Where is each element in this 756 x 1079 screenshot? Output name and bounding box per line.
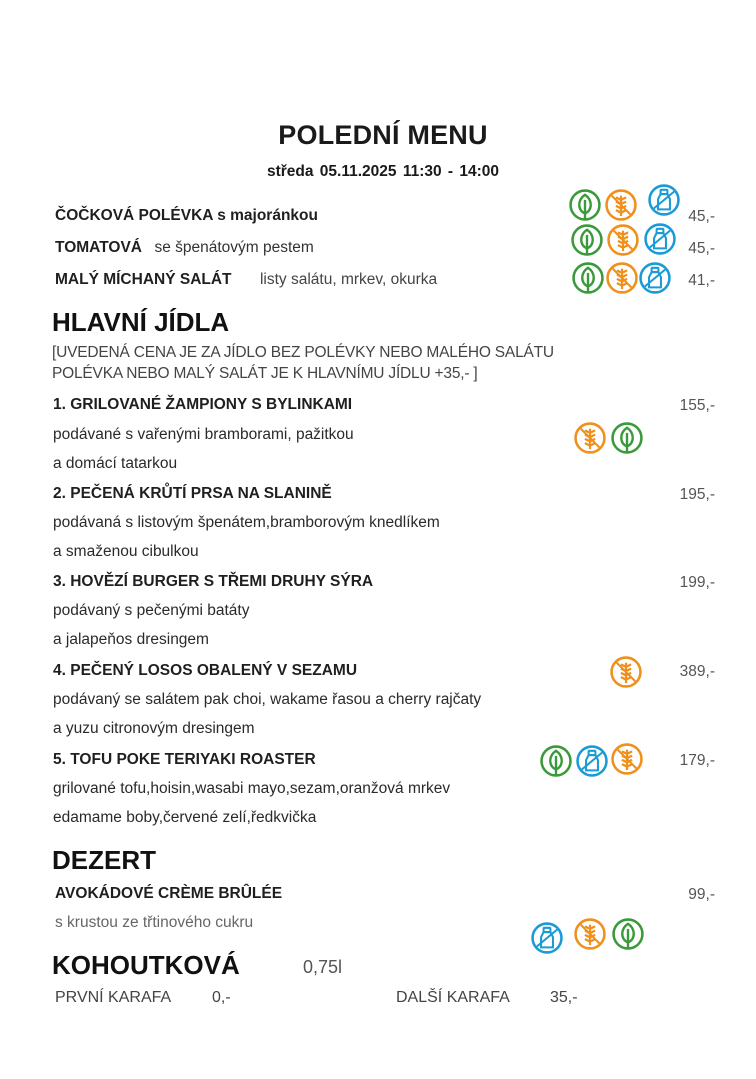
soup-price: 45,- <box>688 240 715 257</box>
dish-description: a jalapeňos dresingem <box>53 631 209 648</box>
gluten-free-wheat-icon <box>610 742 644 776</box>
salad-name: MALÝ MÍCHANÝ SALÁT <box>55 271 232 288</box>
lactose-free-milk-icon <box>530 921 564 955</box>
gluten-free-wheat-icon <box>605 261 639 295</box>
dessert-name: AVOKÁDOVÉ CRÈME BRÛLÉE <box>55 885 283 902</box>
vegan-leaf-icon <box>568 188 602 222</box>
lactose-free-milk-icon <box>638 261 672 295</box>
dessert-price: 99,- <box>688 886 715 903</box>
dish-name: 5. TOFU POKE TERIYAKI ROASTER <box>53 751 316 768</box>
main-dishes-heading: HLAVNÍ JÍDLA <box>52 307 230 337</box>
dish-price: 179,- <box>679 752 715 769</box>
vegan-leaf-icon <box>539 744 573 778</box>
dish-price: 195,- <box>679 486 715 503</box>
salad-item <box>55 271 437 289</box>
dish-description: a yuzu citronovým dresingem <box>53 720 255 737</box>
dish-description: edamame boby,červené zelí,ředkvička <box>53 809 317 826</box>
soup-item <box>55 207 318 225</box>
first-carafe-price: 0,- <box>212 989 231 1006</box>
soup-item <box>55 239 314 257</box>
dish-description: podávaný se salátem pak choi, wakame řasou a cherry rajčaty <box>53 691 482 708</box>
gluten-free-wheat-icon <box>604 188 638 222</box>
dish-description: a smaženou cibulkou <box>53 543 199 560</box>
soup-name: ČOČKOVÁ POLÉVKA s majoránkou <box>55 207 318 224</box>
date-time-subtitle: středa 05.11.2025 11:30 - 14:00 <box>266 163 500 180</box>
soup-price: 45,- <box>688 208 715 225</box>
dish-description: podávaný s pečenými batáty <box>53 602 250 619</box>
soup-description: se špenátovým pestem <box>154 239 314 256</box>
tap-water-heading: KOHOUTKOVÁ <box>52 950 240 980</box>
dessert-description: s krustou ze třtinového cukru <box>55 914 254 931</box>
salad-price: 41,- <box>688 272 715 289</box>
gluten-free-wheat-icon <box>609 655 643 689</box>
lactose-free-milk-icon <box>647 183 681 217</box>
gluten-free-wheat-icon <box>606 223 640 257</box>
soup-name: TOMATOVÁ <box>55 239 142 256</box>
page-title: POLEDNÍ MENU <box>278 120 488 150</box>
salad-description: listy salátu, mrkev, okurka <box>259 271 438 288</box>
dish-description: podávaná s listovým špenátem,bramborovým knedlíkem <box>53 514 440 531</box>
gluten-free-wheat-icon <box>573 917 607 951</box>
dish-name: 4. PEČENÝ LOSOS OBALENÝ V SEZAMU <box>53 662 358 679</box>
dish-price: 155,- <box>679 397 715 414</box>
vegan-leaf-icon <box>611 917 645 951</box>
dessert-heading: DEZERT <box>52 845 156 875</box>
next-carafe-label: DALŠÍ KARAFA <box>396 989 510 1006</box>
price-note-line1: [UVEDENÁ CENA JE ZA JÍDLO BEZ POLÉVKY NEBO MALÉHO SALÁTU <box>52 344 554 361</box>
price-note-line2: POLÉVKA NEBO MALÝ SALÁT JE K HLAVNÍMU JÍDLU +35,- ] <box>52 365 478 382</box>
carafe-volume: 0,75l <box>303 957 343 977</box>
lactose-free-milk-icon <box>643 222 677 256</box>
first-carafe-label: PRVNÍ KARAFA <box>55 989 172 1006</box>
dish-description: podávané s vařenými bramborami, pažitkou <box>53 426 354 443</box>
dish-price: 389,- <box>679 663 715 680</box>
vegan-leaf-icon <box>610 421 644 455</box>
vegan-leaf-icon <box>570 223 604 257</box>
gluten-free-wheat-icon <box>573 421 607 455</box>
vegan-leaf-icon <box>571 261 605 295</box>
dish-description: a domácí tatarkou <box>53 455 178 472</box>
next-carafe-price: 35,- <box>550 989 578 1006</box>
dish-description: grilované tofu,hoisin,wasabi mayo,sezam,oranžová mrkev <box>53 780 451 797</box>
dish-name: 3. HOVĚZÍ BURGER S TŘEMI DRUHY SÝRA <box>53 573 374 590</box>
dish-name: 2. PEČENÁ KRŮTÍ PRSA NA SLANINĚ <box>53 485 332 502</box>
dish-name: 1. GRILOVANÉ ŽAMPIONY S BYLINKAMI <box>53 396 353 413</box>
lactose-free-milk-icon <box>575 744 609 778</box>
dish-price: 199,- <box>679 574 715 591</box>
